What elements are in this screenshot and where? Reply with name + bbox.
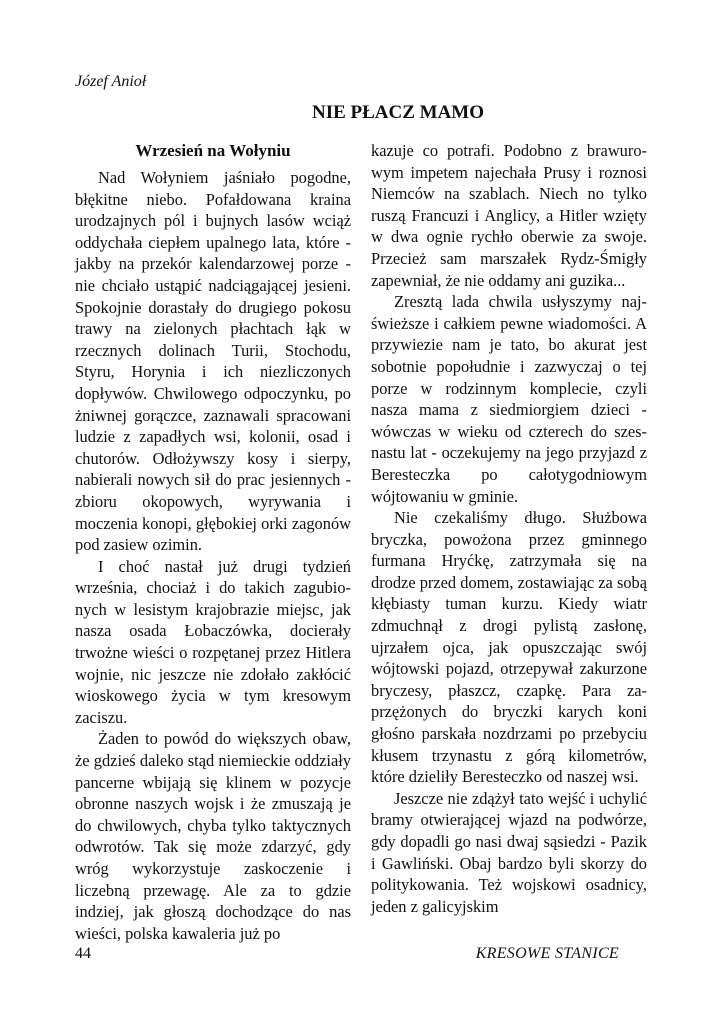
paragraph: Zresztą lada chwila usłyszymy najświeższe i całkiem pewne wiadomości. A przywiezie nam je tato, bo akurat jest sobotnie popołudnie i zazwyczaj o tej porze w rodzinnym komplecie, czyli nasza mama z siedmiorgiem dzieci - wówczas w wieku od czterech do szesnastu lat - oczekujemy na jego przyjazd z Beresteczka po całotygodniowym wójtowaniu w gminie.: [371, 292, 647, 506]
article-title: NIE PŁACZ MAMO: [311, 102, 485, 123]
journal-title: KRESOWE STANICE: [475, 945, 619, 962]
paragraph: Nad Wołyniem jaśniało pogodne, błękitne niebo. Pofałdowana kraina urodzajnych pól i bujnych lasów wciąż oddychała ciepłem upalnego lata, które - jakby na przekór kalendarzowej porze - nie chciało ustąpić nadciągającej jesieni. Spokojnie dorastały do drugiego pokosu trawy na zielonych płachtach łąk w rzecznych dolinach Turii, Stochodu, Styru, Horynia i ich niezliczonych dopływów. Chwilowego odpoczynku, po żniwnej gorączce, zaznawali spracowani ludzie z zapadłych wsi, kolonii, osad i chutorów. Odłożywszy kosy i sierpy, nabierali nowych sił do prac jesiennych - zbioru okopowych, wyrywania i moczenia konopi, głębokiej orki zagonów pod zasiew ozimin.: [75, 168, 351, 555]
paragraph: Jeszcze nie zdążył tato wejść i uchylić bramy otwierającej wjazd na podwórze, gdy dopadli go nasi dwaj sąsiedzi - Pazik i Gawliński. Obaj bardzo byli skorzy do politykowania. Też wojskowi osadnicy, jeden z galicyjskim: [371, 788, 647, 916]
page-number: 44: [75, 945, 91, 962]
section-title: Wrzesień na Wołyniu: [135, 141, 291, 160]
paragraph: I choć nastał już drugi tydzień września, chociaż i do takich zagubionych w lesistym krajobrazie miejsc, jak nasza osada Łobaczówka, docierały trwożne wieści o rozpętanej przez Hitlera wojnie, nic jeszcze nie zdołało zakłócić wioskowego życia w tym kresowym zaciszu.: [75, 556, 351, 727]
right-column: [371, 140, 647, 917]
author-name: Józef Anioł: [75, 73, 147, 90]
left-column: [75, 140, 351, 944]
paragraph: kazuje co potrafi. Podobno z brawurowym impetem najechała Prusy i roznosi Niemców na szablach. Niech no tylko ruszą Francuzi i Anglicy, a Hitler wzięty w dwa ognie rychło oberwie za swoje. Przecież sam marszałek Rydz-Śmigły zapewniał, że nie oddamy ani guzika...: [371, 141, 647, 290]
paragraph: Żaden to powód do większych obaw, że gdzieś daleko stąd niemieckie oddziały pancerne wbijają się klinem w pozycje obronne naszych wojsk i że zmuszają je do chwilowych, chyba tylko taktycznych odwrotów. Tak się może zdarzyć, gdy wróg wykorzystuje zaskoczenie i liczebną przewagę. Ale za to gdzie indziej, jak głoszą dochodzące do nas wieści, polska kawaleria już po: [75, 729, 351, 943]
paragraph: Nie czekaliśmy długo. Służbowa bryczka, powożona przez gminnego furmana Hryćkę, zatrzymała się na drodze przed domem, zostawiając za sobą kłębiasty tuman kurzu. Kiedy wiatr zdmuchnął z drogi pylistą zasłonę, ujrzałem ojca, jak opuszczając swój wójtowski pojazd, otrzepywał zakurzone bryczesy, płaszcz, czapkę. Para zaprzężonych do bryczki karych koni głośno parskała nozdrzami po przebyciu kłusem trzynastu z górą kilometrów, które dzieliły Beresteczko od naszej wsi.: [371, 508, 647, 787]
